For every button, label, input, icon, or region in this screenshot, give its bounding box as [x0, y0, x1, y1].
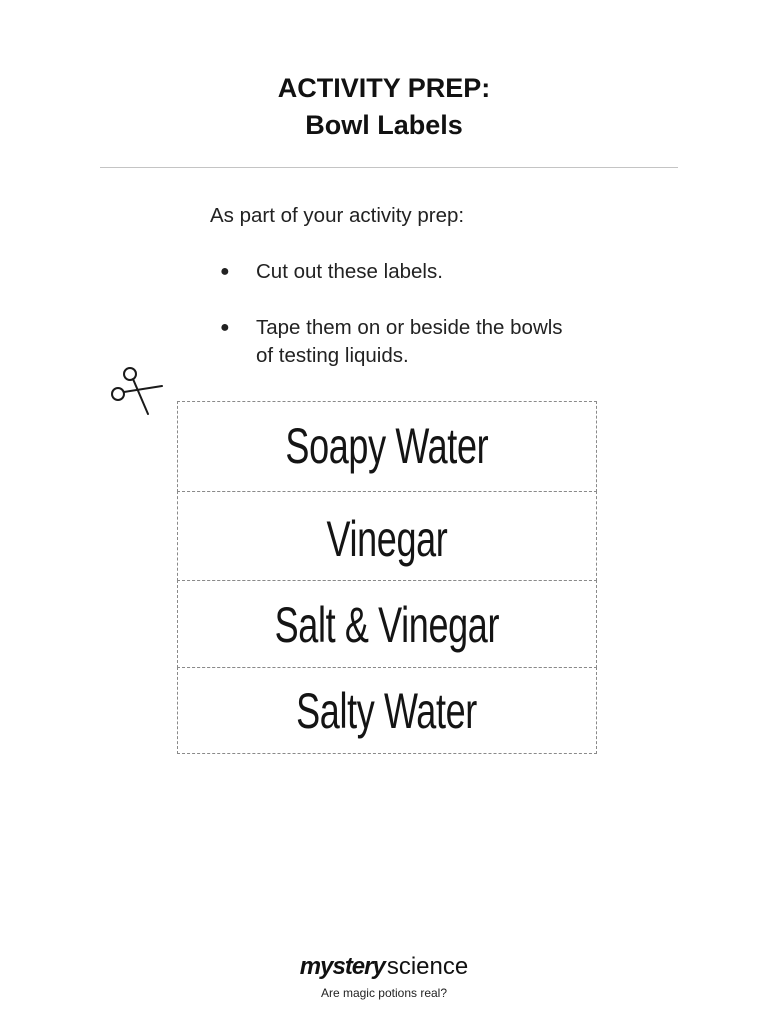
cutout-labels-grid: [177, 401, 597, 754]
label-soapy-water: [177, 401, 597, 492]
brand-logo-light: science: [386, 953, 469, 980]
bullet-dot-icon: ●: [220, 263, 230, 280]
scissors-icon: [106, 364, 166, 420]
footer-tagline: Are magic potions real?: [320, 986, 448, 1000]
horizontal-divider: [100, 167, 678, 168]
bullet-text: Cut out these labels.: [256, 260, 443, 283]
page-title-line1: ACTIVITY PREP:: [277, 73, 491, 103]
bullet-text: Tape them on or beside the bowls of testing liquids.: [256, 316, 563, 367]
label-text: Vinegar: [326, 511, 448, 567]
page-title-line2: Bowl Labels: [305, 110, 463, 140]
brand-logo: [0, 952, 768, 982]
label-text: Salt & Vinegar: [274, 597, 500, 653]
intro-text: As part of your activity prep:: [210, 204, 465, 227]
label-text: Soapy Water: [285, 418, 489, 474]
brand-logo-bold: mystery: [299, 953, 385, 980]
label-vinegar: [177, 491, 597, 581]
label-salt-and-vinegar: [177, 580, 597, 668]
label-salty-water: [177, 667, 597, 754]
bullet-dot-icon: ●: [220, 319, 230, 336]
label-text: Salty Water: [296, 683, 478, 739]
